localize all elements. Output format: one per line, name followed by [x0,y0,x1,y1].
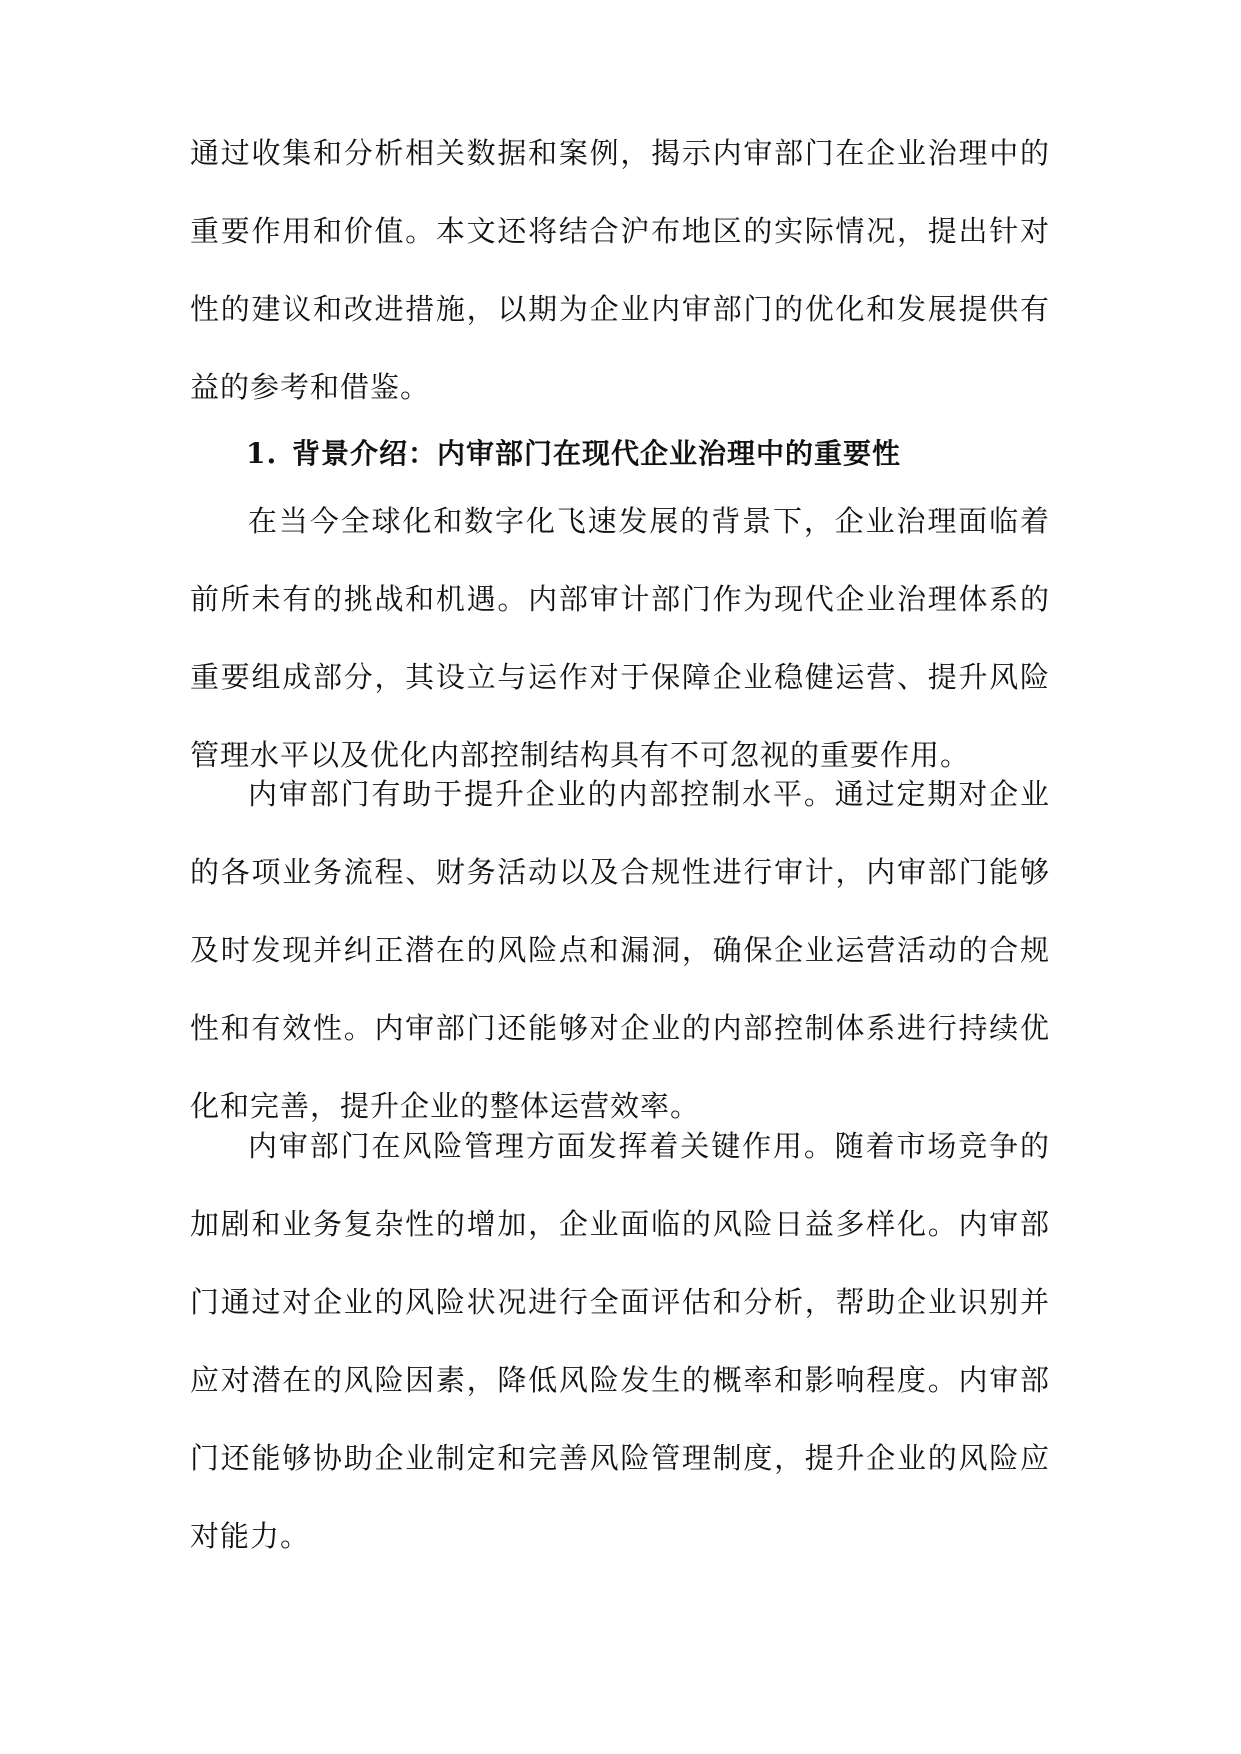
section-number: 1. [246,437,278,470]
section-heading [246,434,1046,474]
body-paragraph-1: 在当今全球化和数字化飞速发展的背景下，企业治理面临着前所未有的挑战和机遇。内部审计部门作为现代企业治理体系的重要组成部分，其设立与运作对于保障企业稳健运营、提升风险管理水平以及优化内部控制结构具有不可忽视的重要作用。 [190,504,1050,772]
body-paragraph-2: 内审部门有助于提升企业的内部控制水平。通过定期对企业的各项业务流程、财务活动以及合规性进行审计，内审部门能够及时发现并纠正潜在的风险点和漏洞，确保企业运营活动的合规性和有效性。内审部门还能够对企业的内部控制体系进行持续优化和完善，提升企业的整体运营效率。 [190,777,1050,1123]
section-title: 背景介绍：内审部门在现代企业治理中的重要性 [292,437,902,470]
body-paragraph-3: 内审部门在风险管理方面发挥着关键作用。随着市场竞争的加剧和业务复杂性的增加，企业面临的风险日益多样化。内审部门通过对企业的风险状况进行全面评估和分析，帮助企业识别并应对潜在的风险因素，降低风险发生的概率和影响程度。内审部门还能够协助企业制定和完善风险管理制度，提升企业的风险应对能力。 [190,1129,1050,1553]
intro-paragraph: 通过收集和分析相关数据和案例，揭示内审部门在企业治理中的重要作用和价值。本文还将结合沪布地区的实际情况，提出针对性的建议和改进措施，以期为企业内审部门的优化和发展提供有益的参考和借鉴。 [190,136,1050,404]
